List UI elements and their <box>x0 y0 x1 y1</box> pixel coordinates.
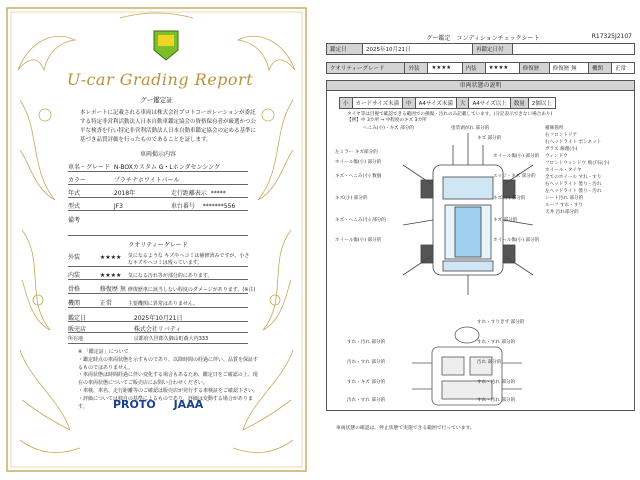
divider <box>68 293 248 294</box>
divider <box>68 279 248 280</box>
report-title: U-car Grading Report <box>66 70 254 89</box>
condition-check-sheet <box>326 0 640 480</box>
quality-section-head: クオリティーグレード <box>128 242 188 249</box>
certificate-notes: ※ 「鑑定証」について ・鑑定時点の車両状態を示すものであり、以降時間の経過に伴い、品質を保証するものではありません。 ・車両状態は時間経過に伴い変化する場合もあるため、鑑定日をご確認の上、現在の車両状態についてご販売店にお問い合わせください。 ・車検、車名、走行距離等のご確認は販売店が発行する車検証をご確認下さい。 ・評価については独自の基準によるものであり、評価は変動する場合があります。 <box>78 349 259 410</box>
goo-badge-icon <box>150 28 182 62</box>
proto-logo: PROTO <box>113 398 156 411</box>
footer-logos <box>113 398 217 411</box>
vehicle-section-head: 車両掲示内容 <box>139 151 176 158</box>
divider <box>68 235 248 236</box>
date-table: 鑑定日 2025年10月21日 再鑑定日付 <box>326 43 635 55</box>
sheet-title: グー鑑定 コンディションチェックシート <box>426 35 540 42</box>
quality-row-interior: 内装 ★★★★ 気になる汚れ等が部分的にあります。 <box>68 272 213 279</box>
star-rating: ★★★★ <box>99 254 122 261</box>
divider <box>68 332 248 333</box>
jaaa-logo: JAAA <box>173 398 204 411</box>
divider <box>68 171 248 172</box>
certificate-subtitle: グー鑑定証 <box>140 96 173 104</box>
divider <box>68 266 248 267</box>
certificate-body: 本レポートに記載される車両は株式会社プロトコーポレーションが委託する特定非営利活動法人日本自動車鑑定協会の資格保有者が厳選かつ公平な検査を行い特定非営利活動法人日本自動車鑑定協会の定める基準に基づき品質評価を行ったものであることを証します。 <box>80 110 257 143</box>
grading-certificate <box>0 0 313 480</box>
grade-table: クオリティーグレード 外装 ★★★★ 内装 ★★★★ 修復歴 修復歴 無 機関 正常 <box>326 62 635 74</box>
dealer-row: 販売店 株式会社リバティ <box>68 326 182 333</box>
divider <box>68 307 248 308</box>
size-legend: 小 カードサイズ未満 中 A4サイズ未満 大 A4サイズ以上 数量 2個以上 <box>339 97 556 109</box>
car-top-view-icon <box>383 125 553 305</box>
divider <box>68 197 248 198</box>
vehicle-row-name: 車名・グレード N-BOXカスタム G・Lホンダセンシング <box>68 164 221 171</box>
quality-row-exterior: 外装 ★★★★ 気になるような キズやヘコミは補修済みですが、小さなキズやヘコミは残っています。 <box>68 253 250 266</box>
divider <box>68 210 248 211</box>
divider <box>68 184 248 185</box>
divider <box>68 343 248 344</box>
vehicle-row-model: 型式 JF3 車台番号 *******556 <box>68 203 236 210</box>
appraisal-date-row: 鑑定日 2025年10月21日 <box>68 315 183 322</box>
vehicle-row-remarks: 備考 <box>68 217 81 224</box>
vehicle-row-year: 年式 2018年 走行距離表示 ***** <box>68 190 226 197</box>
address-row: 所在地 京都府久世郡久御山町森大内333 <box>68 336 209 342</box>
condition-section-head: 車両状態の説明 <box>326 80 635 91</box>
vehicle-row-color: カラー プラチナホワイトパール <box>68 177 180 184</box>
sheet-code: R17325J2107 <box>591 33 632 40</box>
quality-row-frame: 骨格 修復歴 無 修復歴車に該当しない程度のダメージがあります。(※注) <box>68 286 256 293</box>
divider <box>68 321 248 322</box>
star-rating: ★★★★ <box>99 272 122 279</box>
vehicle-damage-diagram: 小 カードサイズ未満 中 A4サイズ未満 大 A4サイズ以上 数量 2個以上 タイヤ等は目視で確認できる範囲での損傷・汚れのみ記載しています。(分記表示できない場合あり) 【例】中 3カ所 → 中程度のキズ 3カ所 へこみ(小)・キズ 部分的 塗装剥がれ 部分的 キズ 部分的 左ミラー キズ部分的 ホイール傷(小) 部分的 ホイール傷(小) 部分的 キズ・へこみ(小) 数個 エッジ・キズ 部分的 キズ(小) 部分的 キズ(小) 部分的 キズ・へこみ(小) 部分的 キズ 部分的 ホイール傷(小) 部分的 ホイール傷(小) 部分的 すれ・すりきず 部分的 すれ・汚れ 部分的 すれ・すれ 部分的 汚れ・すれ 部分的 汚れ 部分的 すれ・キズ 部分的 すれ・汚れ 部分的 汚れ・すれ 部分的 すれ・汚れ 部分的 補修箇所 右フロントドア 右ヘッドライト ボンネット ガラス 修理(小) ウィンドウ フロントウィンドウ 飛び石(小) ホイール・タイヤ 全てのホイール すれ・すり 右ヘッドライト 曇り・汚れ 左ヘッドライト 曇り・汚れ シート汚れ 部分的 ルーフ すれ・すり 天井 汚れ部分的 <box>326 91 635 411</box>
sheet-footer-note: 車両状態の確認は、停止状態で実施できる範囲で行っています。 <box>336 426 475 431</box>
quality-row-engine: 機関 正常 主要機関に異常はありません。 <box>68 300 199 307</box>
right-notes: 補修箇所 右フロントドア 右ヘッドライト ボンネット ガラス 修理(小) ウィンドウ フロントウィンドウ 飛び石(小) ホイール・タイヤ 全てのホイール すれ・すり 右ヘッドライト 曇り・汚れ 左ヘッドライト 曇り・汚れ シート汚れ 部分的 ルーフ すれ・すり 天井 汚れ部分的 <box>545 126 610 215</box>
